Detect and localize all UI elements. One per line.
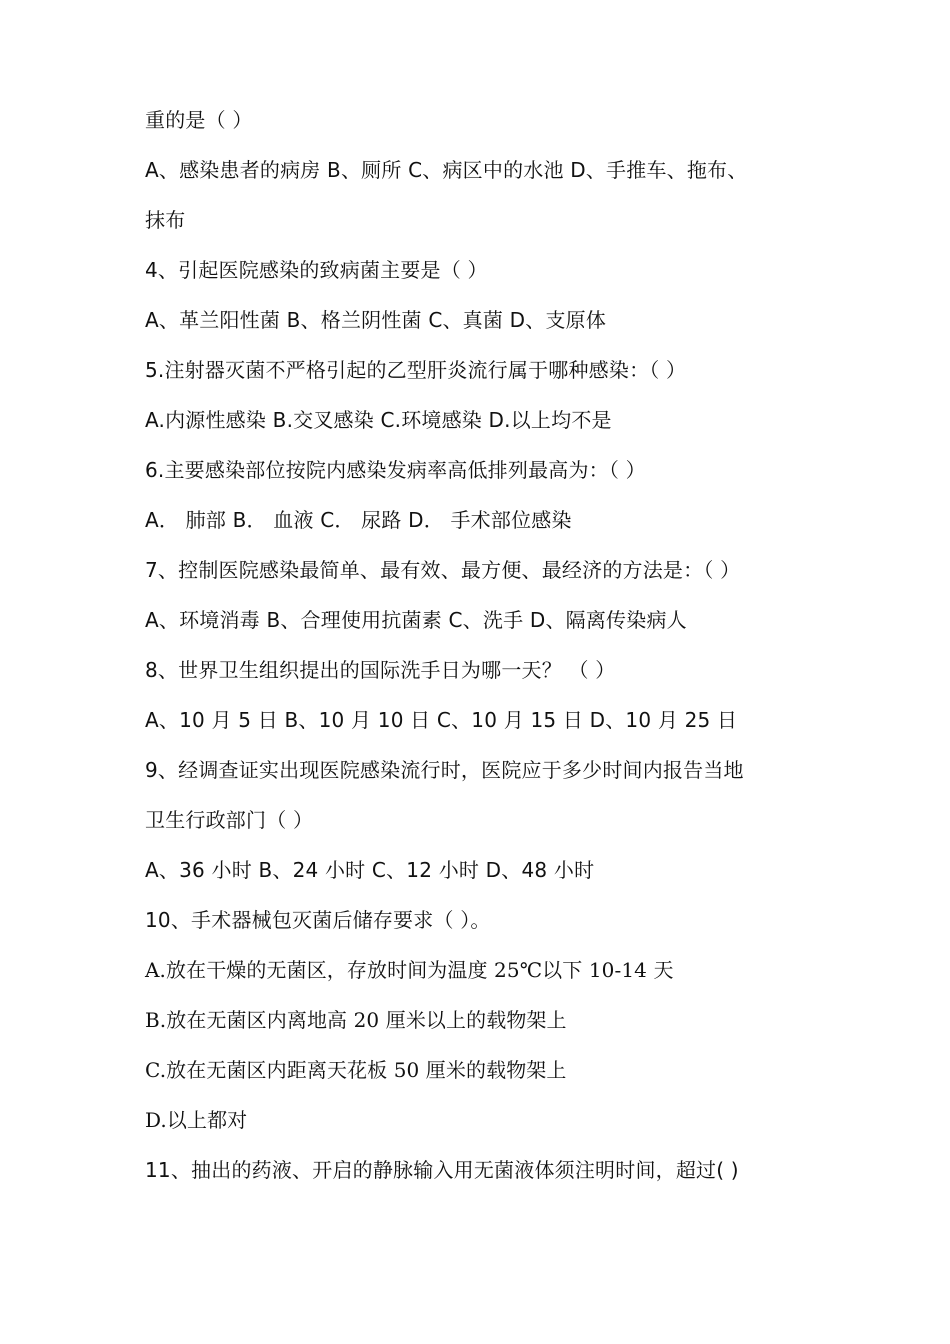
question-10-option-b: B.放在无菌区内离地高 20 厘米以上的载物架上 <box>145 1008 567 1032</box>
question-10-option-a: A.放在干燥的无菌区，存放时间为温度 25℃以下 10-14 天 <box>145 958 674 982</box>
question-10-stem: 10、手术器械包灭菌后储存要求（ ）。 <box>145 908 491 932</box>
question-3-options-continuation: 抹布 <box>145 208 186 232</box>
question-5-stem: 5.注射器灭菌不严格引起的乙型肝炎流行属于哪种感染：（ ） <box>145 358 687 382</box>
question-11-stem: 11、抽出的药液、开启的静脉输入用无菌液体须注明时间，超过( ) <box>145 1158 739 1182</box>
question-8-stem: 8、世界卫生组织提出的国际洗手日为哪一天？ （ ） <box>145 658 616 682</box>
question-6-options: A． 肺部 B． 血液 C． 尿路 D． 手术部位感染 <box>145 508 572 532</box>
question-10-option-d: D.以上都对 <box>145 1108 248 1132</box>
question-3-options: A、感染患者的病房 B、厕所 C、病区中的水池 D、手推车、拖布、 <box>145 158 748 182</box>
question-9-options: A、36 小时 B、24 小时 C、12 小时 D、48 小时 <box>145 858 595 882</box>
question-7-options: A、环境消毒 B、合理使用抗菌素 C、洗手 D、隔离传染病人 <box>145 608 687 632</box>
question-4-stem: 4、引起医院感染的致病菌主要是（ ） <box>145 258 488 282</box>
question-9-stem-continuation: 卫生行政部门（ ） <box>145 808 314 832</box>
question-10-option-c: C.放在无菌区内距离天花板 50 厘米的载物架上 <box>145 1058 567 1082</box>
question-3-stem-continuation: 重的是（ ） <box>145 108 253 132</box>
question-8-options: A、10 月 5 日 B、10 月 10 日 C、10 月 15 日 D、10 月 25 日 <box>145 708 738 732</box>
question-9-stem: 9、经调查证实出现医院感染流行时，医院应于多少时间内报告当地 <box>145 758 744 782</box>
question-4-options: A、革兰阳性菌 B、格兰阴性菌 C、真菌 D、支原体 <box>145 308 607 332</box>
question-6-stem: 6.主要感染部位按院内感染发病率高低排列最高为：（ ） <box>145 458 646 482</box>
question-5-options: A.内源性感染 B.交叉感染 C.环境感染 D.以上均不是 <box>145 408 612 432</box>
question-7-stem: 7、控制医院感染最简单、最有效、最方便、最经济的方法是：（ ） <box>145 558 741 582</box>
